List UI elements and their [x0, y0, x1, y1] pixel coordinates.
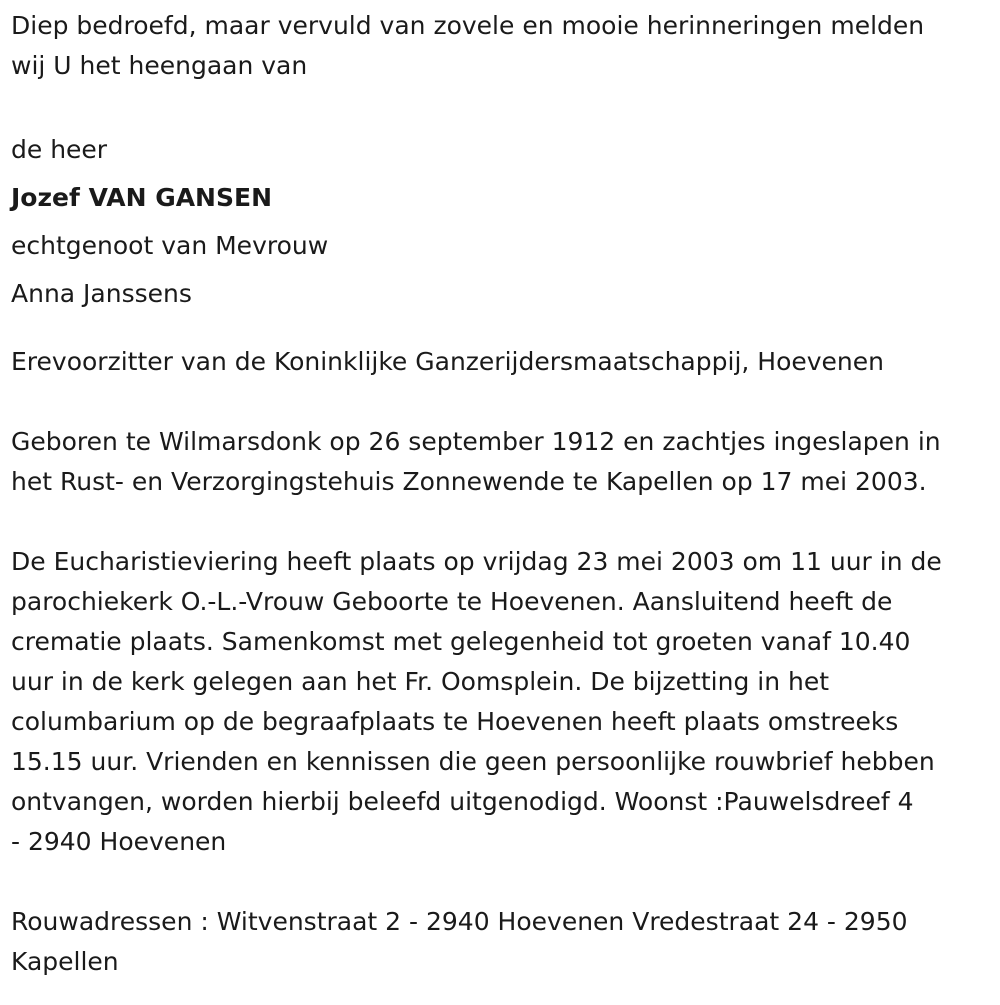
spacer	[11, 502, 990, 542]
spouse-name: Anna Janssens	[11, 279, 192, 308]
birth-death-paragraph: Geboren te Wilmarsdonk op 26 september 1912 en zachtjes ingeslapen in het Rust- en Verzorgingstehuis Zonnewende te Kapellen op 17 mei 2003.	[11, 427, 941, 496]
spacer	[11, 382, 990, 422]
spacer	[11, 318, 990, 342]
ceremony-paragraph: De Eucharistieviering heeft plaats op vrijdag 23 mei 2003 om 11 uur in de parochiekerk O.-L.-Vrouw Geboorte te Hoevenen. Aansluitend heeft de crematie plaats. Samenkomst met gelegenheid tot groeten vanaf 10.40 uur in de kerk gelegen aan het Fr. Oomsplein. De bijzetting in het columbarium op de begraafplaats te Hoevenen heeft plaats omstreeks 15.15 uur. Vrienden en kennissen die geen persoonlijke rouwbrief hebben ontvangen, worden hierbij beleefd uitgenodigd. Woonst :Pauwelsdreef 4 - 2940 Hoevenen	[11, 547, 942, 856]
spacer	[11, 86, 990, 126]
mourning-addresses: Rouwadressen : Witvenstraat 2 - 2940 Hoevenen Vredestraat 24 - 2950 Kapellen	[11, 907, 908, 976]
deceased-name: Jozef VAN GANSEN	[11, 183, 272, 212]
spouse-line: echtgenoot van Mevrouw	[11, 231, 329, 260]
salutation: de heer	[11, 135, 108, 164]
spacer	[11, 862, 990, 902]
intro-paragraph: Diep bedroefd, maar vervuld van zovele en mooie herinneringen melden wij U het heengaan van	[11, 11, 925, 80]
honorary-title: Erevoorzitter van de Koninklijke Ganzerijdersmaatschappij, Hoevenen	[11, 347, 884, 376]
